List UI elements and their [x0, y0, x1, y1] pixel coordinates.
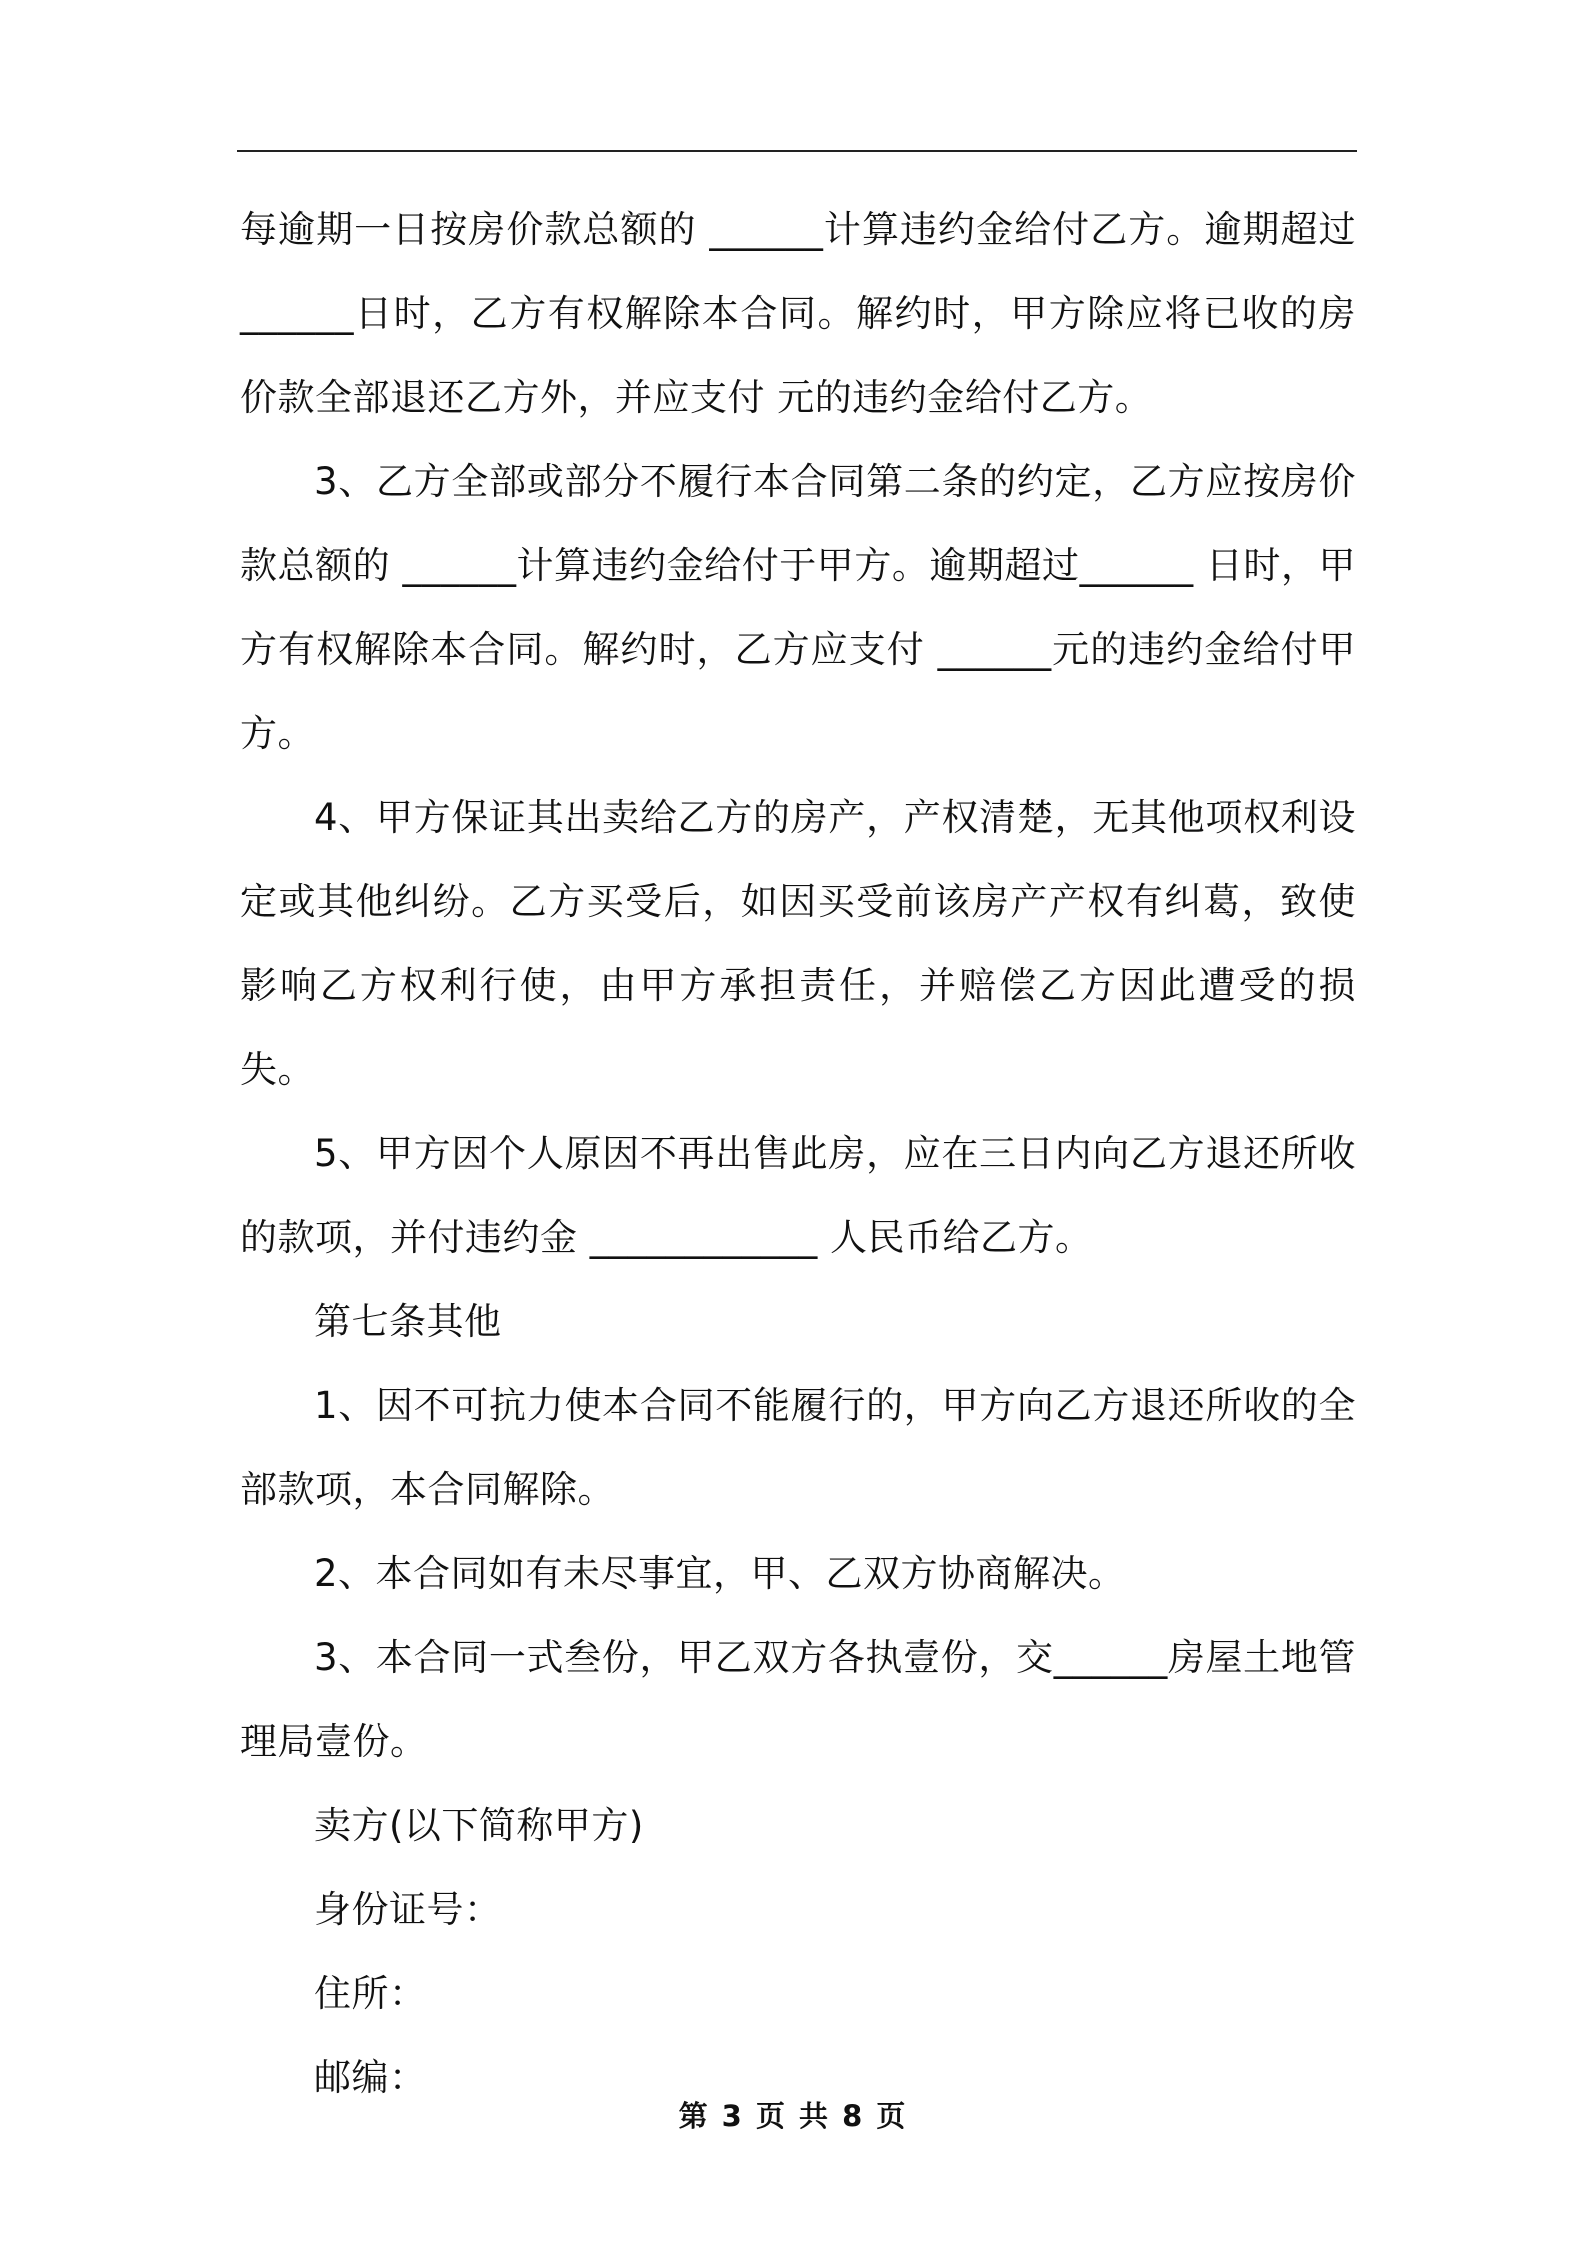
document-body [240, 188, 1356, 2120]
paragraph-other-3: 3、本合同一式叁份，甲乙双方各执壹份，交______房屋土地管理局壹份。 [240, 1636, 1356, 1763]
paragraph-other-2: 2、本合同如有未尽事宜，甲、乙双方协商解决。 [314, 1552, 1126, 1595]
page-number-footer: 第 3 页 共 8 页 [678, 2099, 908, 2133]
section-heading-article-7: 第七条其他 [314, 1300, 502, 1343]
signature-id-number-label: 身份证号： [314, 1888, 502, 1931]
paragraph-penalty-seller: 每逾期一日按房价款总额的 ______计算违约金给付乙方。逾期超过______日时，乙方有权解除本合同。解约时，甲方除应将已收的房价款全部退还乙方外，并应支付 元的违约金给付乙方。 [240, 208, 1356, 419]
signature-postcode-label: 邮编： [314, 2056, 427, 2099]
paragraph-clause-3: 3、乙方全部或部分不履行本合同第二条的约定，乙方应按房价款总额的 ______计算违约金给付于甲方。逾期超过______ 日时，甲方有权解除本合同。解约时，乙方应支付 ______元的违约金给付甲方。 [240, 460, 1356, 755]
paragraph-clause-4: 4、甲方保证其出卖给乙方的房产，产权清楚，无其他项权利设定或其他纠纷。乙方买受后，如因买受前该房产产权有纠葛，致使影响乙方权利行使，由甲方承担责任，并赔偿乙方因此遭受的损失。 [240, 796, 1356, 1091]
signature-seller-label: 卖方(以下简称甲方) [314, 1804, 644, 1847]
header-rule [237, 150, 1357, 152]
signature-address-label: 住所： [314, 1972, 427, 2015]
paragraph-other-1: 1、因不可抗力使本合同不能履行的，甲方向乙方退还所收的全部款项，本合同解除。 [240, 1384, 1356, 1511]
paragraph-clause-5: 5、甲方因个人原因不再出售此房，应在三日内向乙方退还所收的款项，并付违约金 ____________ 人民币给乙方。 [240, 1132, 1356, 1259]
